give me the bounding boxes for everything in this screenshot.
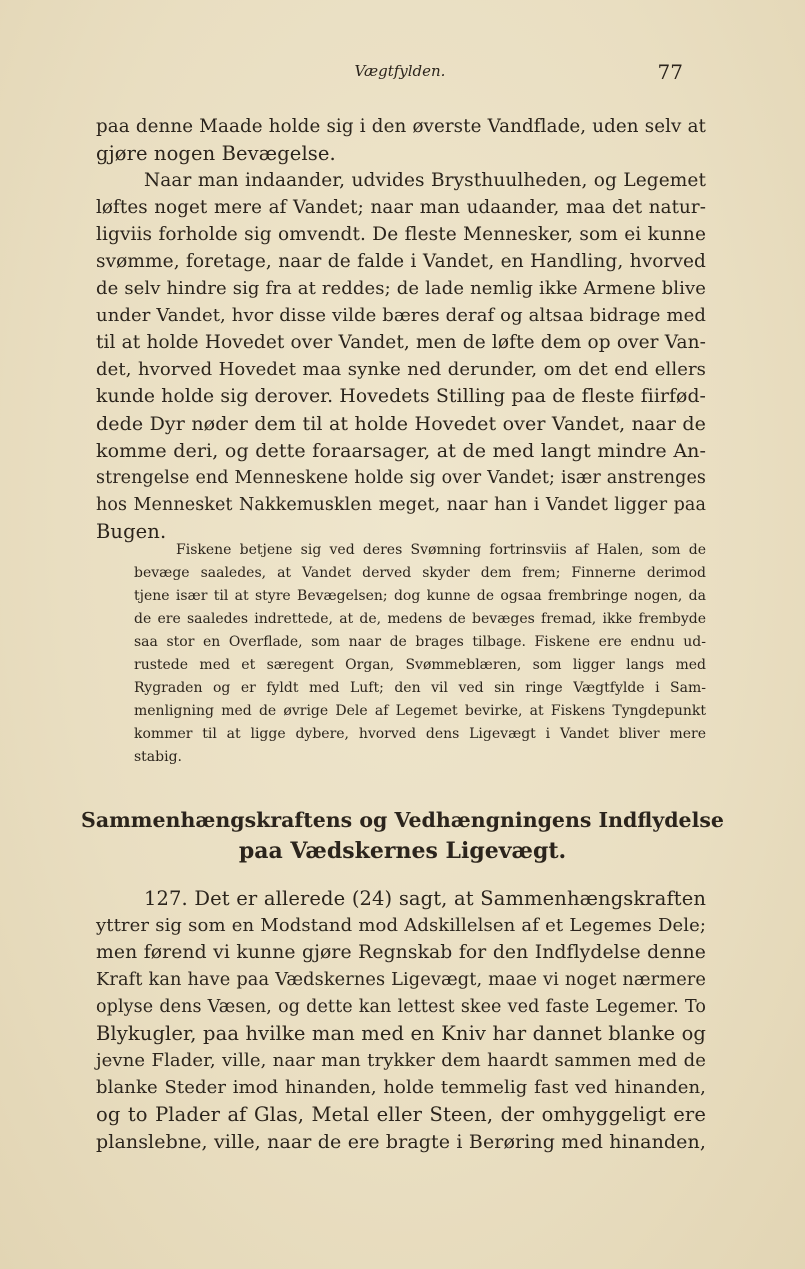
- body-line: de selv hindre sig fra at reddes; de lade nemlig ikke Armene blive: [96, 278, 706, 299]
- body-line: Naar man indaander, udvides Brysthuulheden, og Legemet: [144, 170, 706, 191]
- running-title: Vægtfylden.: [354, 62, 446, 80]
- note-line: Fiskene betjene sig ved deres Svømning fortrinsviis af Halen, som de: [176, 542, 706, 558]
- body-line: blanke Steder imod hinanden, holde temmelig fast ved hinanden,: [96, 1077, 706, 1098]
- note-line: stabig.: [134, 749, 183, 765]
- body-line: ligviis forholde sig omvendt. De fleste Mennesker, som ei kunne: [96, 224, 706, 245]
- body-line: det, hvorved Hovedet maa synke ned derunder, om det end ellers: [96, 359, 706, 380]
- body-line: kunde holde sig derover. Hovedets Stilling paa de fleste fiirfød-: [96, 386, 706, 407]
- page-header: [0, 60, 805, 86]
- body-line: planslebne, ville, naar de ere bragte i Berøring med hinanden,: [96, 1131, 706, 1153]
- body-line: løftes noget mere af Vandet; naar man udaander, maa det natur-: [96, 197, 706, 218]
- body-line: jevne Flader, ville, naar man trykker dem haardt sammen med de: [96, 1050, 706, 1071]
- body-line: oplyse dens Væsen, og dette kan lettest skee ved faste Legemer. To: [96, 997, 706, 1017]
- body-line: dede Dyr nøder dem til at holde Hovedet over Vandet, naar de: [96, 413, 706, 435]
- note-line: menligning med de øvrige Dele af Legemet bevirke, at Fiskens Tyngdepunkt: [134, 703, 706, 719]
- section-heading-line-2: paa Vædskernes Ligevægt.: [238, 838, 567, 864]
- note-line: de ere saaledes indrettede, at de, medens de bevæges fremad, ikke frembyde: [134, 611, 706, 627]
- body-line: gjøre nogen Bevægelse.: [96, 142, 336, 165]
- section-heading-line-1: Sammenhængskraftens og Vedhængningens Indflydelse: [81, 808, 724, 832]
- body-line: Bugen.: [96, 520, 167, 543]
- body-line: under Vandet, hvor disse vilde bæres deraf og altsaa bidrage med: [96, 305, 706, 326]
- body-line: og to Plader af Glas, Metal eller Steen, der omhyggeligt ere: [96, 1103, 706, 1126]
- body-line: til at holde Hovedet over Vandet, men de løfte dem op over Van-: [96, 332, 706, 353]
- note-line: kommer til at ligge dybere, hvorved dens Ligevægt i Vandet bliver mere: [134, 726, 706, 742]
- body-line: 127. Det er allerede (24) sagt, at Sammenhængskraften: [144, 887, 706, 910]
- body-line: komme deri, og dette foraarsager, at de med langt mindre An-: [96, 440, 706, 462]
- body-line: hos Mennesket Nakkemusklen meget, naar han i Vandet ligger paa: [96, 495, 706, 515]
- body-line: paa denne Maade holde sig i den øverste Vandflade, uden selv at: [96, 116, 706, 137]
- note-line: Rygraden og er fyldt med Luft; den vil ved sin ringe Vægtfylde i Sam-: [134, 680, 706, 696]
- body-line: men førend vi kunne gjøre Regnskab for den Indflydelse denne: [96, 942, 706, 963]
- note-line: bevæge saaledes, at Vandet derved skyder dem frem; Finnerne derimod: [134, 565, 706, 581]
- note-line: tjene især til at styre Bevægelsen; dog kunne de ogsaa frembringe nogen, da: [134, 588, 706, 604]
- body-line: strengelse end Menneskene holde sig over Vandet; især anstrenges: [96, 468, 706, 488]
- body-line: svømme, foretage, naar de falde i Vandet, en Handling, hvorved: [96, 251, 706, 272]
- body-line: Blykugler, paa hvilke man med en Kniv har dannet blanke og: [96, 1022, 706, 1045]
- body-line: yttrer sig som en Modstand mod Adskillelsen af et Legemes Dele;: [96, 915, 706, 936]
- page-number: 77: [657, 60, 683, 84]
- body-line: Kraft kan have paa Vædskernes Ligevægt, maae vi noget nærmere: [96, 970, 706, 990]
- note-line: rustede med et særegent Organ, Svømmeblæren, som ligger langs med: [134, 657, 706, 673]
- note-line: saa stor en Overflade, som naar de brages tilbage. Fiskene ere endnu ud-: [134, 634, 706, 650]
